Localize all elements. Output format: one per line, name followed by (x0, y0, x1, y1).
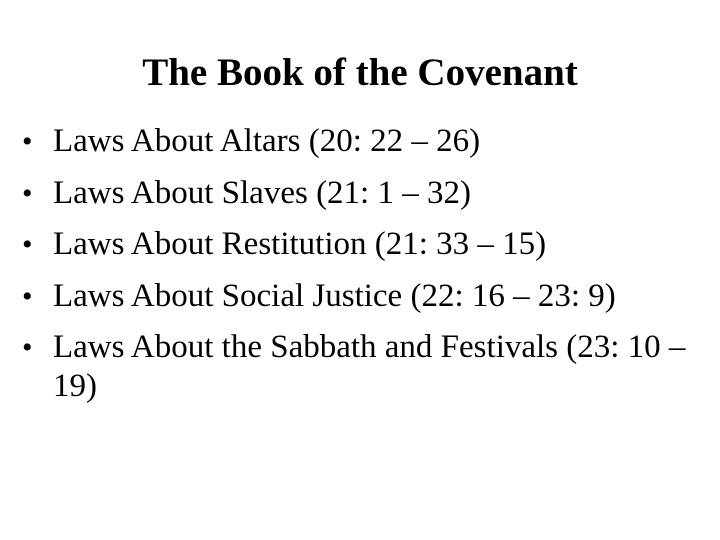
list-item (22, 174, 692, 213)
bullet-list (22, 122, 692, 419)
bullet-icon: • (22, 279, 33, 313)
list-item (22, 225, 692, 264)
list-item-text: Laws About Social Justice (22: 16 – 23: 9) (53, 277, 616, 314)
list-item-text: Laws About Altars (20: 22 – 26) (53, 123, 481, 159)
list-item-text: Laws About the Sabbath and Festivals (23: 10 – 19) (53, 329, 686, 404)
bullet-icon: • (22, 331, 33, 364)
list-item (22, 277, 692, 316)
list-item (22, 328, 692, 406)
list-item (22, 122, 692, 161)
bullet-icon: • (22, 125, 33, 158)
bullet-icon: • (22, 176, 33, 210)
slide-title: The Book of the Covenant (142, 51, 578, 94)
list-item-text: Laws About Slaves (21: 1 – 32) (53, 174, 471, 211)
bullet-icon: • (22, 228, 33, 261)
list-item-text: Laws About Restitution (21: 33 – 15) (53, 226, 547, 262)
